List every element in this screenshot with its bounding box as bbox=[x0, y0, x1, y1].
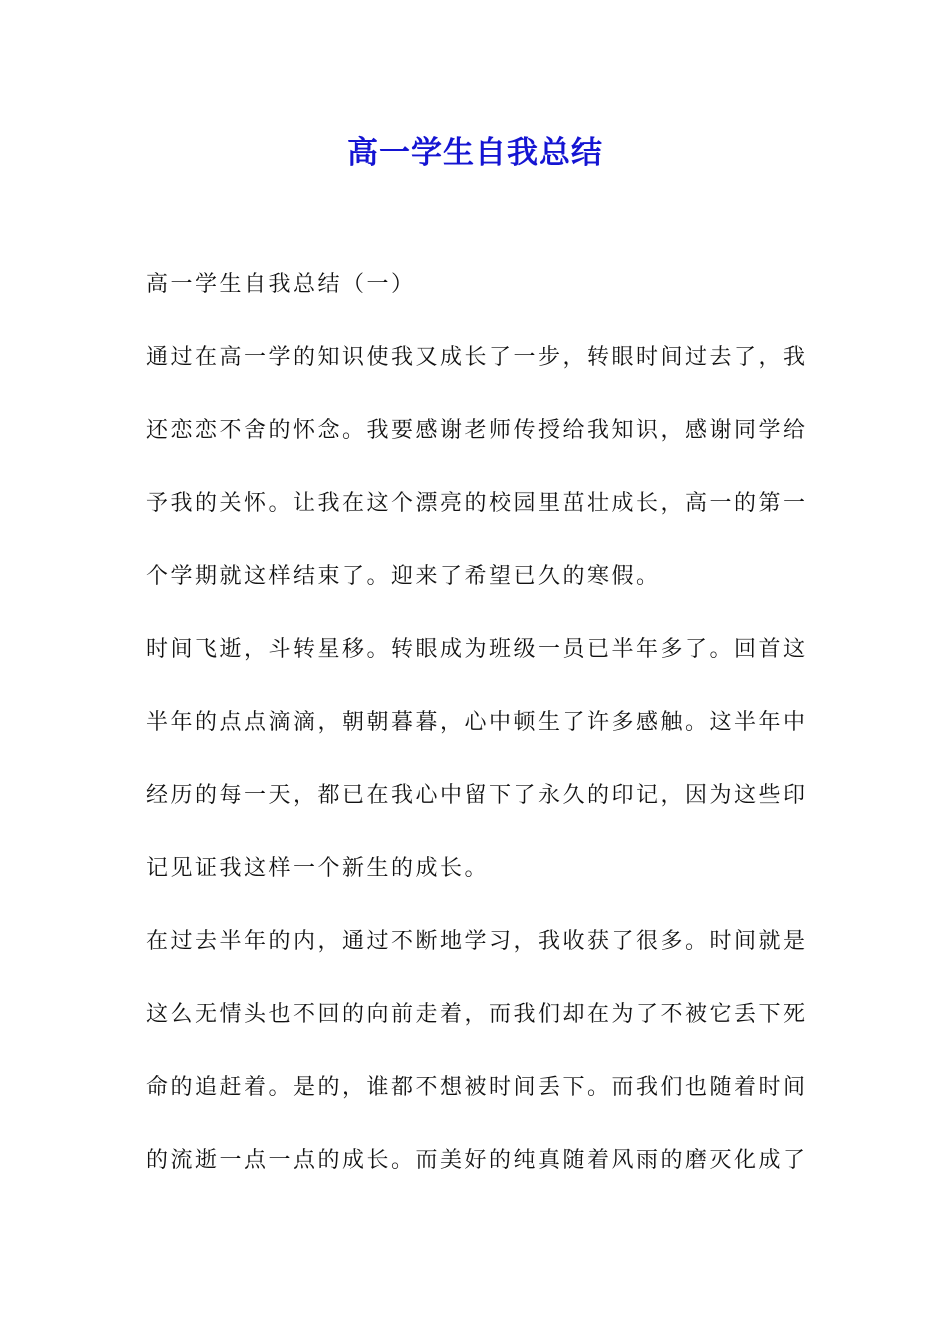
body-line: 还恋恋不舍的怀念。我要感谢老师传授给我知识，感谢同学给 bbox=[146, 418, 808, 443]
document-body bbox=[146, 267, 806, 1216]
body-line: 予我的关怀。让我在这个漂亮的校园里茁壮成长，高一的第一 bbox=[146, 491, 808, 516]
body-line: 个学期就这样结束了。迎来了希望已久的寒假。 bbox=[146, 564, 661, 589]
body-line: 时间飞逝，斗转星移。转眼成为班级一员已半年多了。回首这 bbox=[146, 637, 808, 662]
body-line: 经历的每一天，都已在我心中留下了永久的印记，因为这些印 bbox=[146, 783, 808, 808]
body-line: 的流逝一点一点的成长。而美好的纯真随着风雨的磨灭化成了 bbox=[146, 1148, 808, 1173]
body-line: 在过去半年的内，通过不断地学习，我收获了很多。时间就是 bbox=[146, 929, 808, 954]
body-line: 半年的点点滴滴，朝朝暮暮，心中顿生了许多感触。这半年中 bbox=[146, 710, 808, 735]
body-line: 这么无情头也不回的向前走着，而我们却在为了不被它丢下死 bbox=[146, 1002, 808, 1027]
body-line: 命的追赶着。是的，谁都不想被时间丢下。而我们也随着时间 bbox=[146, 1075, 808, 1100]
document-title: 高一学生自我总结 bbox=[347, 135, 603, 171]
body-line: 记见证我这样一个新生的成长。 bbox=[146, 856, 490, 881]
section-heading: 高一学生自我总结（一） bbox=[146, 272, 416, 297]
body-line: 通过在高一学的知识使我又成长了一步，转眼时间过去了，我 bbox=[146, 345, 808, 370]
